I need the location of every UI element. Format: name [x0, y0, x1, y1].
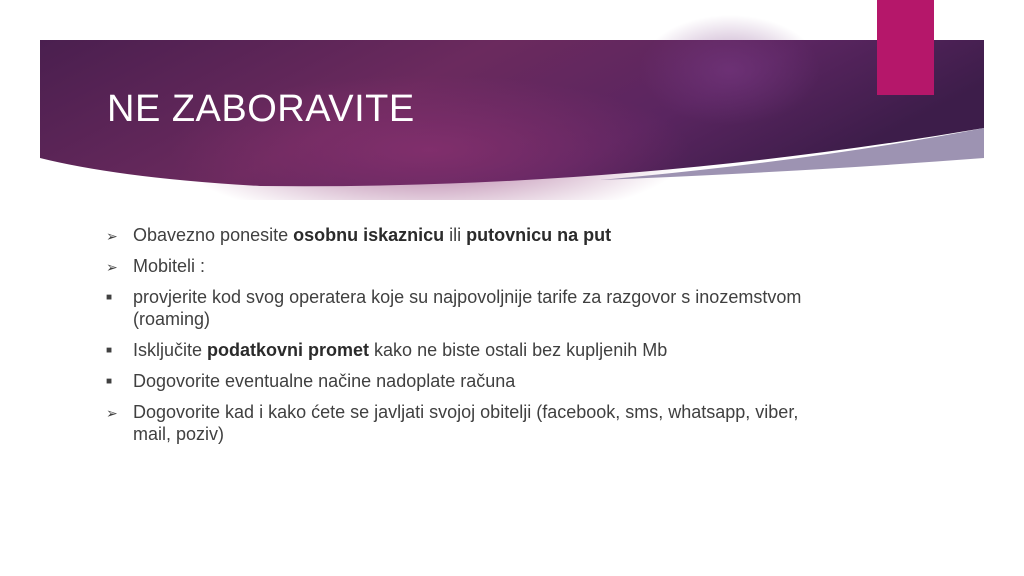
bullet-text: ili	[444, 225, 467, 245]
square-bullet-icon: ■	[106, 345, 113, 356]
bullet-text-bold: osobnu iskaznicu	[293, 225, 445, 245]
arrow-bullet-icon: ➢	[106, 405, 118, 421]
bullet-list	[106, 224, 806, 454]
bullet-item	[106, 224, 806, 246]
bullet-text: Dogovorite eventualne načine nadoplate računa	[133, 371, 516, 391]
bullet-text: Mobiteli :	[133, 256, 206, 276]
square-bullet-icon: ■	[106, 292, 113, 303]
square-bullet-icon: ■	[106, 376, 113, 387]
bullet-item	[106, 339, 806, 361]
bullet-item	[106, 401, 806, 445]
bullet-item	[106, 255, 806, 277]
bullet-text: Dogovorite kad i kako ćete se javljati svojoj obitelji (facebook, sms, whatsapp, viber, mail, poziv)	[133, 402, 799, 444]
banner-glow-right	[640, 15, 820, 125]
slide-title: NE ZABORAVITE	[107, 88, 415, 130]
accent-tab	[877, 0, 934, 95]
bullet-text-bold: podatkovni promet	[207, 340, 370, 360]
arrow-bullet-icon: ➢	[106, 259, 118, 275]
bullet-text: provjerite kod svog operatera koje su najpovoljnije tarife za razgovor s inozemstvom (roaming)	[133, 287, 802, 329]
bullet-text: kako ne biste ostali bez kupljenih Mb	[369, 340, 668, 360]
bullet-text: Isključite	[133, 340, 208, 360]
bullet-item	[106, 286, 806, 330]
bullet-text: Obavezno ponesite	[133, 225, 294, 245]
bullet-item	[106, 370, 806, 392]
bullet-text-bold: putovnicu na put	[466, 225, 612, 245]
arrow-bullet-icon: ➢	[106, 228, 118, 244]
